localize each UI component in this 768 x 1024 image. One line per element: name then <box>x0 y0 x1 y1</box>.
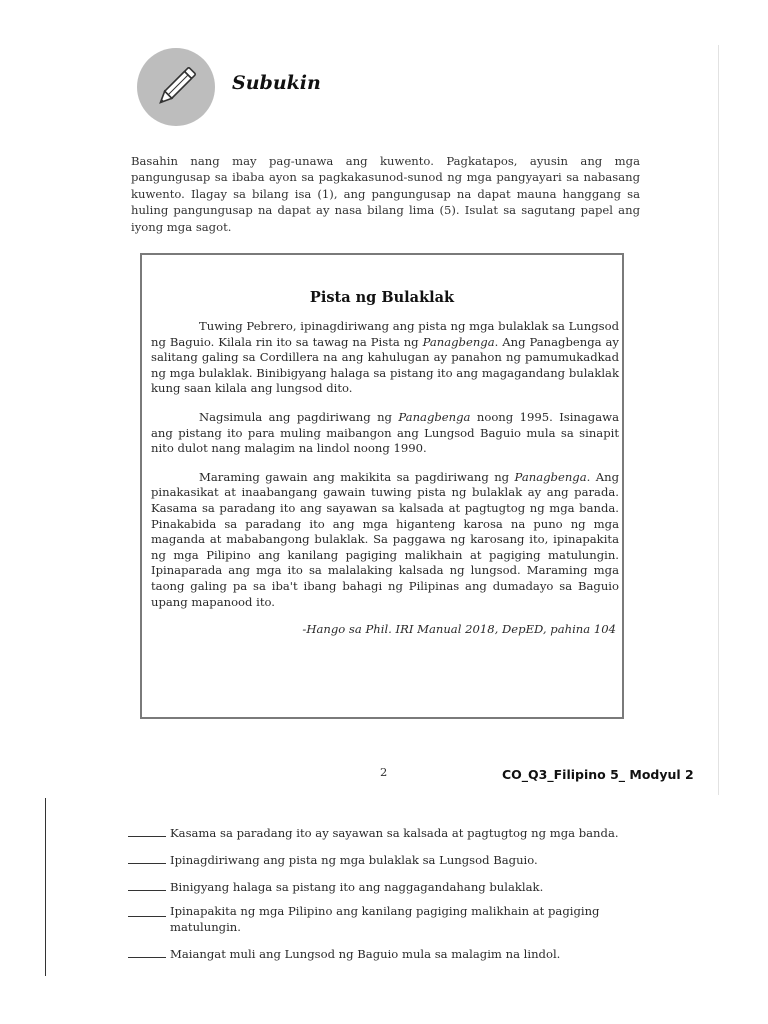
answer-blank[interactable] <box>128 824 166 837</box>
story-title: Pista ng Bulaklak <box>309 289 455 306</box>
list-item: Kasama sa paradang ito ay sayawan sa kalsada at pagtugtog ng mga banda. <box>128 824 638 842</box>
list-item: Ipinagdiriwang ang pista ng mga bulaklak sa Lungsod Baguio. <box>128 851 638 869</box>
instructions-text: Basahin nang may pag-unawa ang kuwento. Pagkatapos, ayusin ang mga pangungusap sa ibaba ayon sa pagkakasunod-sunod ng mga pangyayari sa nabasang kuwento. Ilagay sa bilang isa (1), ang pangungusap na dapat mauna hanggang sa huling pangungusap na dapat ay nasa bilang lima (5). Isulat sa sagutang papel ang iyong mga sagot. <box>131 154 640 234</box>
module-code: CO_Q3_Filipino 5_ Modyul 2 <box>502 767 694 782</box>
page-edge-right <box>718 45 719 795</box>
section-title: Subukin <box>232 72 321 94</box>
page-edge-left <box>45 798 46 976</box>
list-item: Ipinapakita ng mga Pilipino ang kanilang pagiging malikhain at pagiging matulungin. <box>128 904 638 935</box>
list-item: Maiangat muli ang Lungsod ng Baguio mula sa malagim na lindol. <box>128 945 638 963</box>
story-source: -Hango sa Phil. IRI Manual 2018, DepED, pahina 104 <box>302 622 616 636</box>
story-paragraph-3: Maraming gawain ang makikita sa pagdiriwang ng Panagbenga. Ang pinakasikat at inaabangang gawain tuwing pista ng bulaklak ay ang parada. Kasama sa paradang ito ang sayawan sa kalsada at pagtugtog ng mga banda. Pinakabida sa paradang ito ang mga higanteng karosa na puno ng mga maganda at mababangong bulaklak. Sa paggawa ng karosang ito, ipinapakita ng mga Pilipino ang kanilang pagiging malikhain at pagiging matulungin. Ipinaparada ang mga ito sa malalaking kalsada ng lungsod. Maraming mga taong galing pa sa iba't ibang bahagi ng Pilipinas ang dumadayo sa Baguio upang mapanood ito. <box>151 469 620 609</box>
story-body <box>151 319 619 623</box>
page-number: 2 <box>380 765 388 779</box>
pencil-icon <box>137 48 215 126</box>
answer-blank[interactable] <box>128 945 166 958</box>
answer-blank[interactable] <box>128 904 166 917</box>
answer-blank[interactable] <box>128 878 166 891</box>
story-paragraph-1: Tuwing Pebrero, ipinagdiriwang ang pista ng mga bulaklak sa Lungsod ng Baguio. Kilala rin ito sa tawag na Pista ng Panagbenga. Ang Panagbenga ay salitang galing sa Cordillera na ang kahulugan ay panahon ng pamumukadkad ng mga bulaklak. Binibigyang halaga sa pistang ito ang magagandang bulaklak kung saan kilala ang lungsod dito. <box>151 319 619 396</box>
answer-blank[interactable] <box>128 851 166 864</box>
story-box <box>140 253 624 719</box>
list-item: Binigyang halaga sa pistang ito ang naggagandahang bulaklak. <box>128 878 638 896</box>
story-paragraph-2: Nagsimula ang pagdiriwang ng Panagbenga noong 1995. Isinagawa ang pistang ito para muling maibangon ang Lungsod Baguio mula sa sinapit nito dulot nang malagim na lindol noong 1990. <box>151 409 619 456</box>
